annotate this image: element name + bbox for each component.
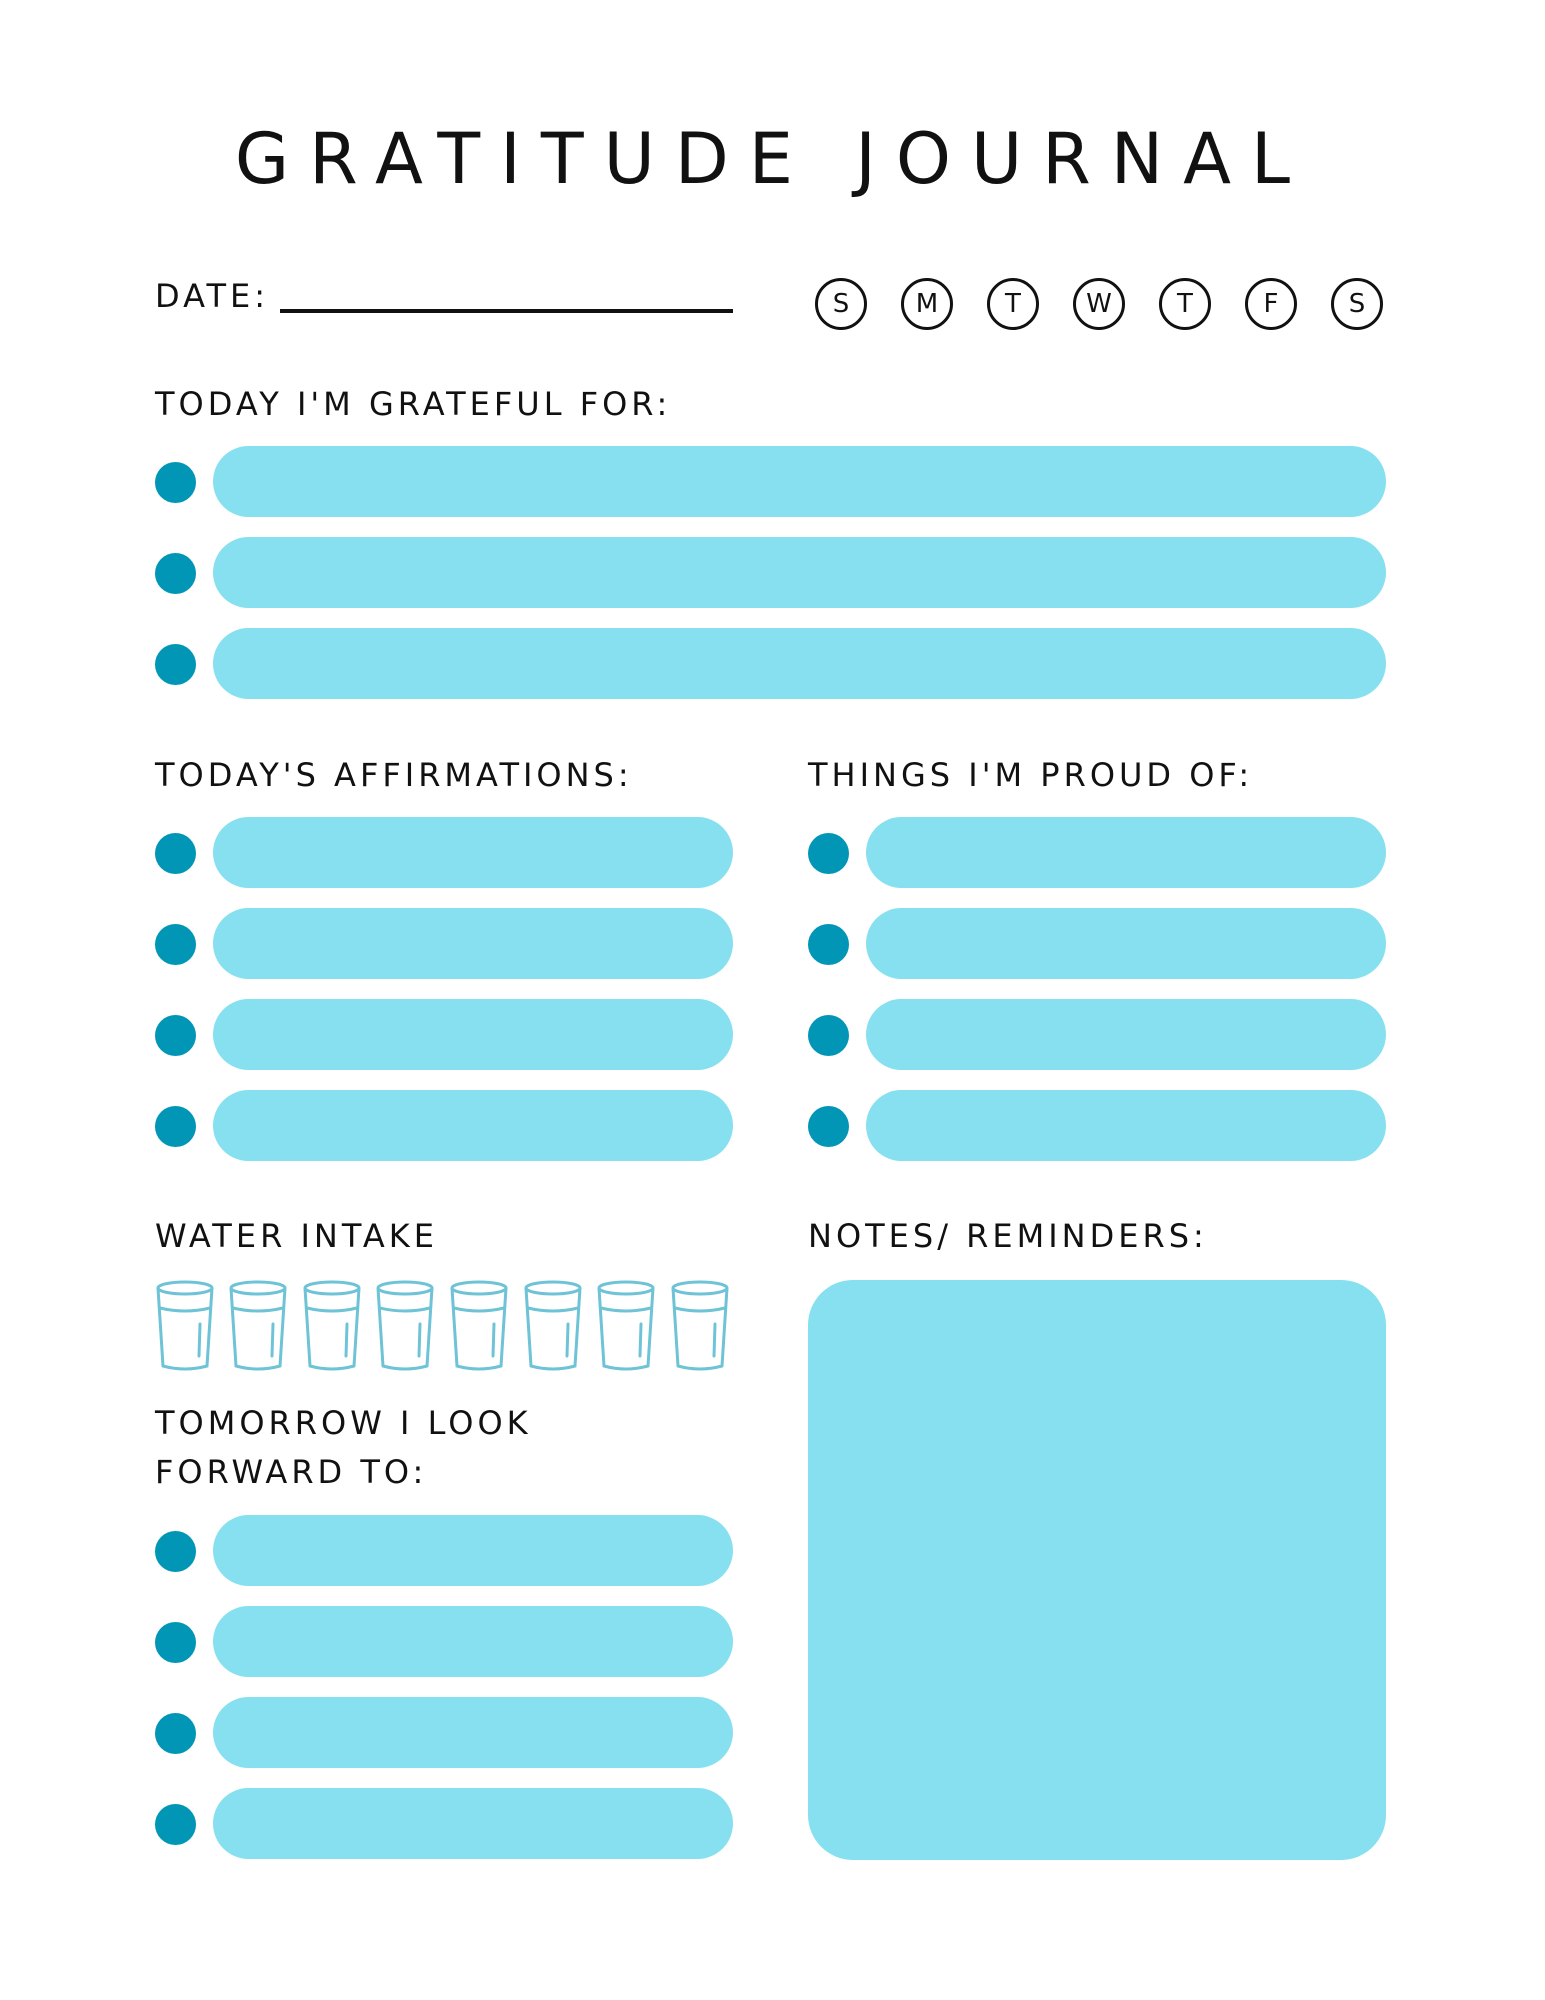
proud-input-field[interactable]: [866, 817, 1386, 888]
bullet-dot: [155, 1015, 196, 1056]
tomorrow-heading-line1: TOMORROW I LOOK: [155, 1404, 532, 1442]
bullet-dot: [155, 1713, 196, 1754]
weekday-circle-sunday[interactable]: S: [815, 278, 867, 330]
water-glass-icon[interactable]: [523, 1280, 583, 1372]
affirmations-heading: TODAY'S AFFIRMATIONS:: [155, 756, 633, 794]
water-glass-icon[interactable]: [302, 1280, 362, 1372]
grateful-line: [155, 628, 1386, 699]
water-intake-heading: WATER INTAKE: [155, 1217, 438, 1255]
proud-input-field[interactable]: [866, 999, 1386, 1070]
bullet-dot: [155, 1531, 196, 1572]
bullet-dot: [155, 1804, 196, 1845]
affirmation-input-field[interactable]: [213, 908, 733, 979]
grateful-line: [155, 537, 1386, 608]
date-input-line[interactable]: [280, 309, 733, 313]
tomorrow-input-field[interactable]: [213, 1788, 733, 1859]
bullet-dot: [155, 553, 196, 594]
bullet-dot: [155, 924, 196, 965]
tomorrow-input-field[interactable]: [213, 1606, 733, 1677]
grateful-line: [155, 446, 1386, 517]
water-glass-icon[interactable]: [449, 1280, 509, 1372]
bullet-dot: [155, 1622, 196, 1663]
affirmation-line: [155, 1090, 733, 1161]
proud-input-field[interactable]: [866, 1090, 1386, 1161]
proud-input-field[interactable]: [866, 908, 1386, 979]
grateful-input-field[interactable]: [213, 628, 1386, 699]
weekday-circle-saturday[interactable]: S: [1331, 278, 1383, 330]
proud-line: [808, 908, 1386, 979]
tomorrow-input-field[interactable]: [213, 1515, 733, 1586]
water-glass-icon[interactable]: [596, 1280, 656, 1372]
affirmation-line: [155, 817, 733, 888]
tomorrow-input-field[interactable]: [213, 1697, 733, 1768]
notes-heading: NOTES/ REMINDERS:: [808, 1217, 1208, 1255]
affirmation-input-field[interactable]: [213, 1090, 733, 1161]
weekday-circle-thursday[interactable]: T: [1159, 278, 1211, 330]
weekday-circle-tuesday[interactable]: T: [987, 278, 1039, 330]
tomorrow-line: [155, 1606, 733, 1677]
proud-line: [808, 817, 1386, 888]
affirmation-input-field[interactable]: [213, 817, 733, 888]
weekday-circle-friday[interactable]: F: [1245, 278, 1297, 330]
bullet-dot: [155, 462, 196, 503]
tomorrow-line: [155, 1515, 733, 1586]
tomorrow-line: [155, 1788, 733, 1859]
tomorrow-heading-line2: FORWARD TO:: [155, 1453, 428, 1491]
bullet-dot: [155, 1106, 196, 1147]
weekday-circle-monday[interactable]: M: [901, 278, 953, 330]
affirmation-line: [155, 908, 733, 979]
water-glass-icon[interactable]: [375, 1280, 435, 1372]
date-label: DATE:: [155, 277, 270, 315]
affirmation-line: [155, 999, 733, 1070]
proud-line: [808, 999, 1386, 1070]
bullet-dot: [808, 833, 849, 874]
grateful-input-field[interactable]: [213, 446, 1386, 517]
bullet-dot: [155, 644, 196, 685]
journal-title: GRATITUDE JOURNAL: [234, 118, 1311, 200]
water-glass-icon[interactable]: [228, 1280, 288, 1372]
grateful-input-field[interactable]: [213, 537, 1386, 608]
bullet-dot: [808, 924, 849, 965]
tomorrow-line: [155, 1697, 733, 1768]
weekday-circle-wednesday[interactable]: W: [1073, 278, 1125, 330]
bullet-dot: [808, 1015, 849, 1056]
affirmation-input-field[interactable]: [213, 999, 733, 1070]
bullet-dot: [155, 833, 196, 874]
grateful-heading: TODAY I'M GRATEFUL FOR:: [155, 385, 672, 423]
notes-text-area[interactable]: [808, 1280, 1386, 1860]
water-glass-icon[interactable]: [670, 1280, 730, 1372]
proud-heading: THINGS I'M PROUD OF:: [808, 756, 1254, 794]
bullet-dot: [808, 1106, 849, 1147]
proud-line: [808, 1090, 1386, 1161]
water-glass-icon[interactable]: [155, 1280, 215, 1372]
